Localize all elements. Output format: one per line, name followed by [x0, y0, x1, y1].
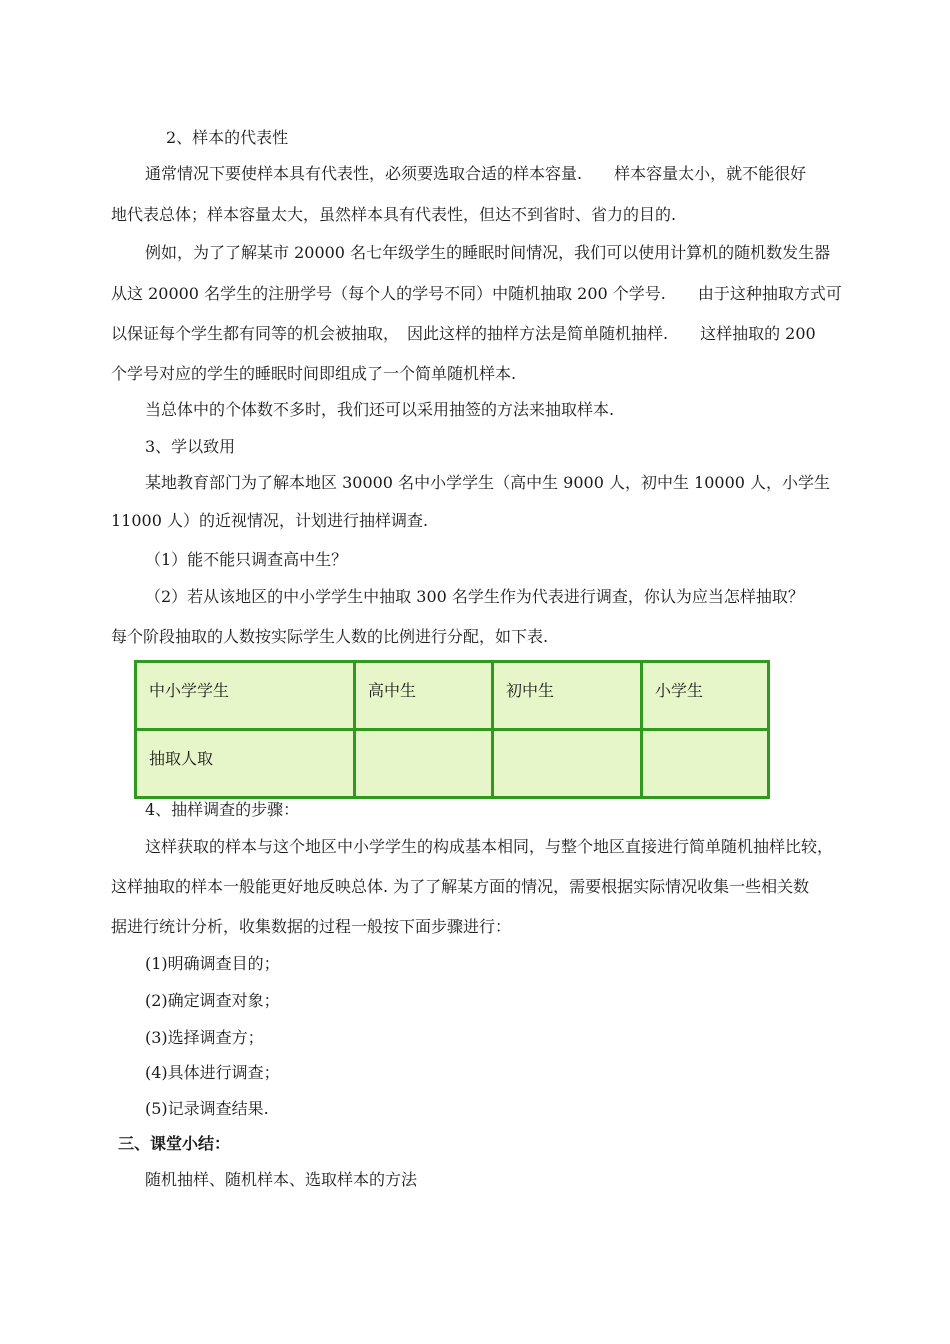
- step-item: (5)记录调查结果.: [145, 1099, 269, 1118]
- paragraph-line: 这样获取的样本与这个地区中小学学生的构成基本相同，与整个地区直接进行简单随机抽样比较，: [145, 837, 834, 856]
- table-header-cell: 高中生: [355, 662, 493, 730]
- table-cell: [355, 730, 493, 798]
- table-row: [136, 730, 769, 798]
- table-header-cell: 初中生: [493, 662, 642, 730]
- table-cell: [642, 730, 769, 798]
- table-header-row: [136, 662, 769, 730]
- paragraph-line: 例如，为了了解某市 20000 名七年级学生的睡眠时间情况，我们可以使用计算机的随机数发生器: [145, 243, 831, 262]
- section-heading-summary: 三、课堂小结：: [118, 1134, 231, 1153]
- sampling-table: [134, 660, 770, 799]
- step-item: (1)明确调查目的；: [145, 954, 280, 973]
- paragraph-line: 地代表总体；样本容量太大，虽然样本具有代表性，但达不到省时、省力的目的.: [111, 205, 677, 224]
- question-1: （1）能不能只调查高中生？: [145, 550, 348, 569]
- paragraph-line: 这样抽取的样本一般能更好地反映总体. 为了了解某方面的情况，需要根据实际情况收集一些相关数: [111, 877, 810, 896]
- paragraph-line: 从这 20000 名学生的注册学号（每个人的学号不同）中随机抽取 200 个学号. 由于这种抽取方式可: [111, 284, 842, 303]
- table-header-cell: 小学生: [642, 662, 769, 730]
- paragraph-line: 随机抽样、随机样本、选取样本的方法: [145, 1170, 418, 1189]
- table-header-cell: 中小学学生: [136, 662, 355, 730]
- question-2: （2）若从该地区的中小学学生中抽取 300 名学生作为代表进行调查，你认为应当怎样抽取？: [145, 587, 804, 606]
- paragraph-line: 个学号对应的学生的睡眠时间即组成了一个简单随机样本.: [111, 364, 517, 383]
- section-heading-representativeness: 2、样本的代表性: [166, 128, 289, 147]
- paragraph-line: 以保证每个学生都有同等的机会被抽取， 因此这样的抽样方法是简单随机抽样. 这样抽取的 200: [111, 324, 816, 343]
- paragraph-line: 据进行统计分析，收集数据的过程一般按下面步骤进行：: [111, 917, 512, 936]
- section-heading-steps: 4、抽样调查的步骤：: [145, 800, 300, 819]
- paragraph-line: 11000 人）的近视情况，计划进行抽样调查.: [111, 511, 429, 530]
- section-heading-application: 3、学以致用: [145, 437, 236, 456]
- step-item: (4)具体进行调查；: [145, 1063, 280, 1082]
- paragraph-line: 每个阶段抽取的人数按实际学生人数的比例进行分配，如下表.: [111, 627, 549, 646]
- step-item: (3)选择调查方；: [145, 1028, 264, 1047]
- paragraph-line: 通常情况下要使样本具有代表性，必须要选取合适的样本容量. 样本容量太小，就不能很好: [145, 164, 807, 183]
- table-cell: 抽取人取: [136, 730, 355, 798]
- paragraph-line: 当总体中的个体数不多时，我们还可以采用抽签的方法来抽取样本.: [145, 400, 615, 419]
- table-cell: [493, 730, 642, 798]
- paragraph-line: 某地教育部门为了解本地区 30000 名中小学学生（高中生 9000 人，初中生 10000 人，小学生: [145, 473, 831, 492]
- step-item: (2)确定调查对象；: [145, 991, 280, 1010]
